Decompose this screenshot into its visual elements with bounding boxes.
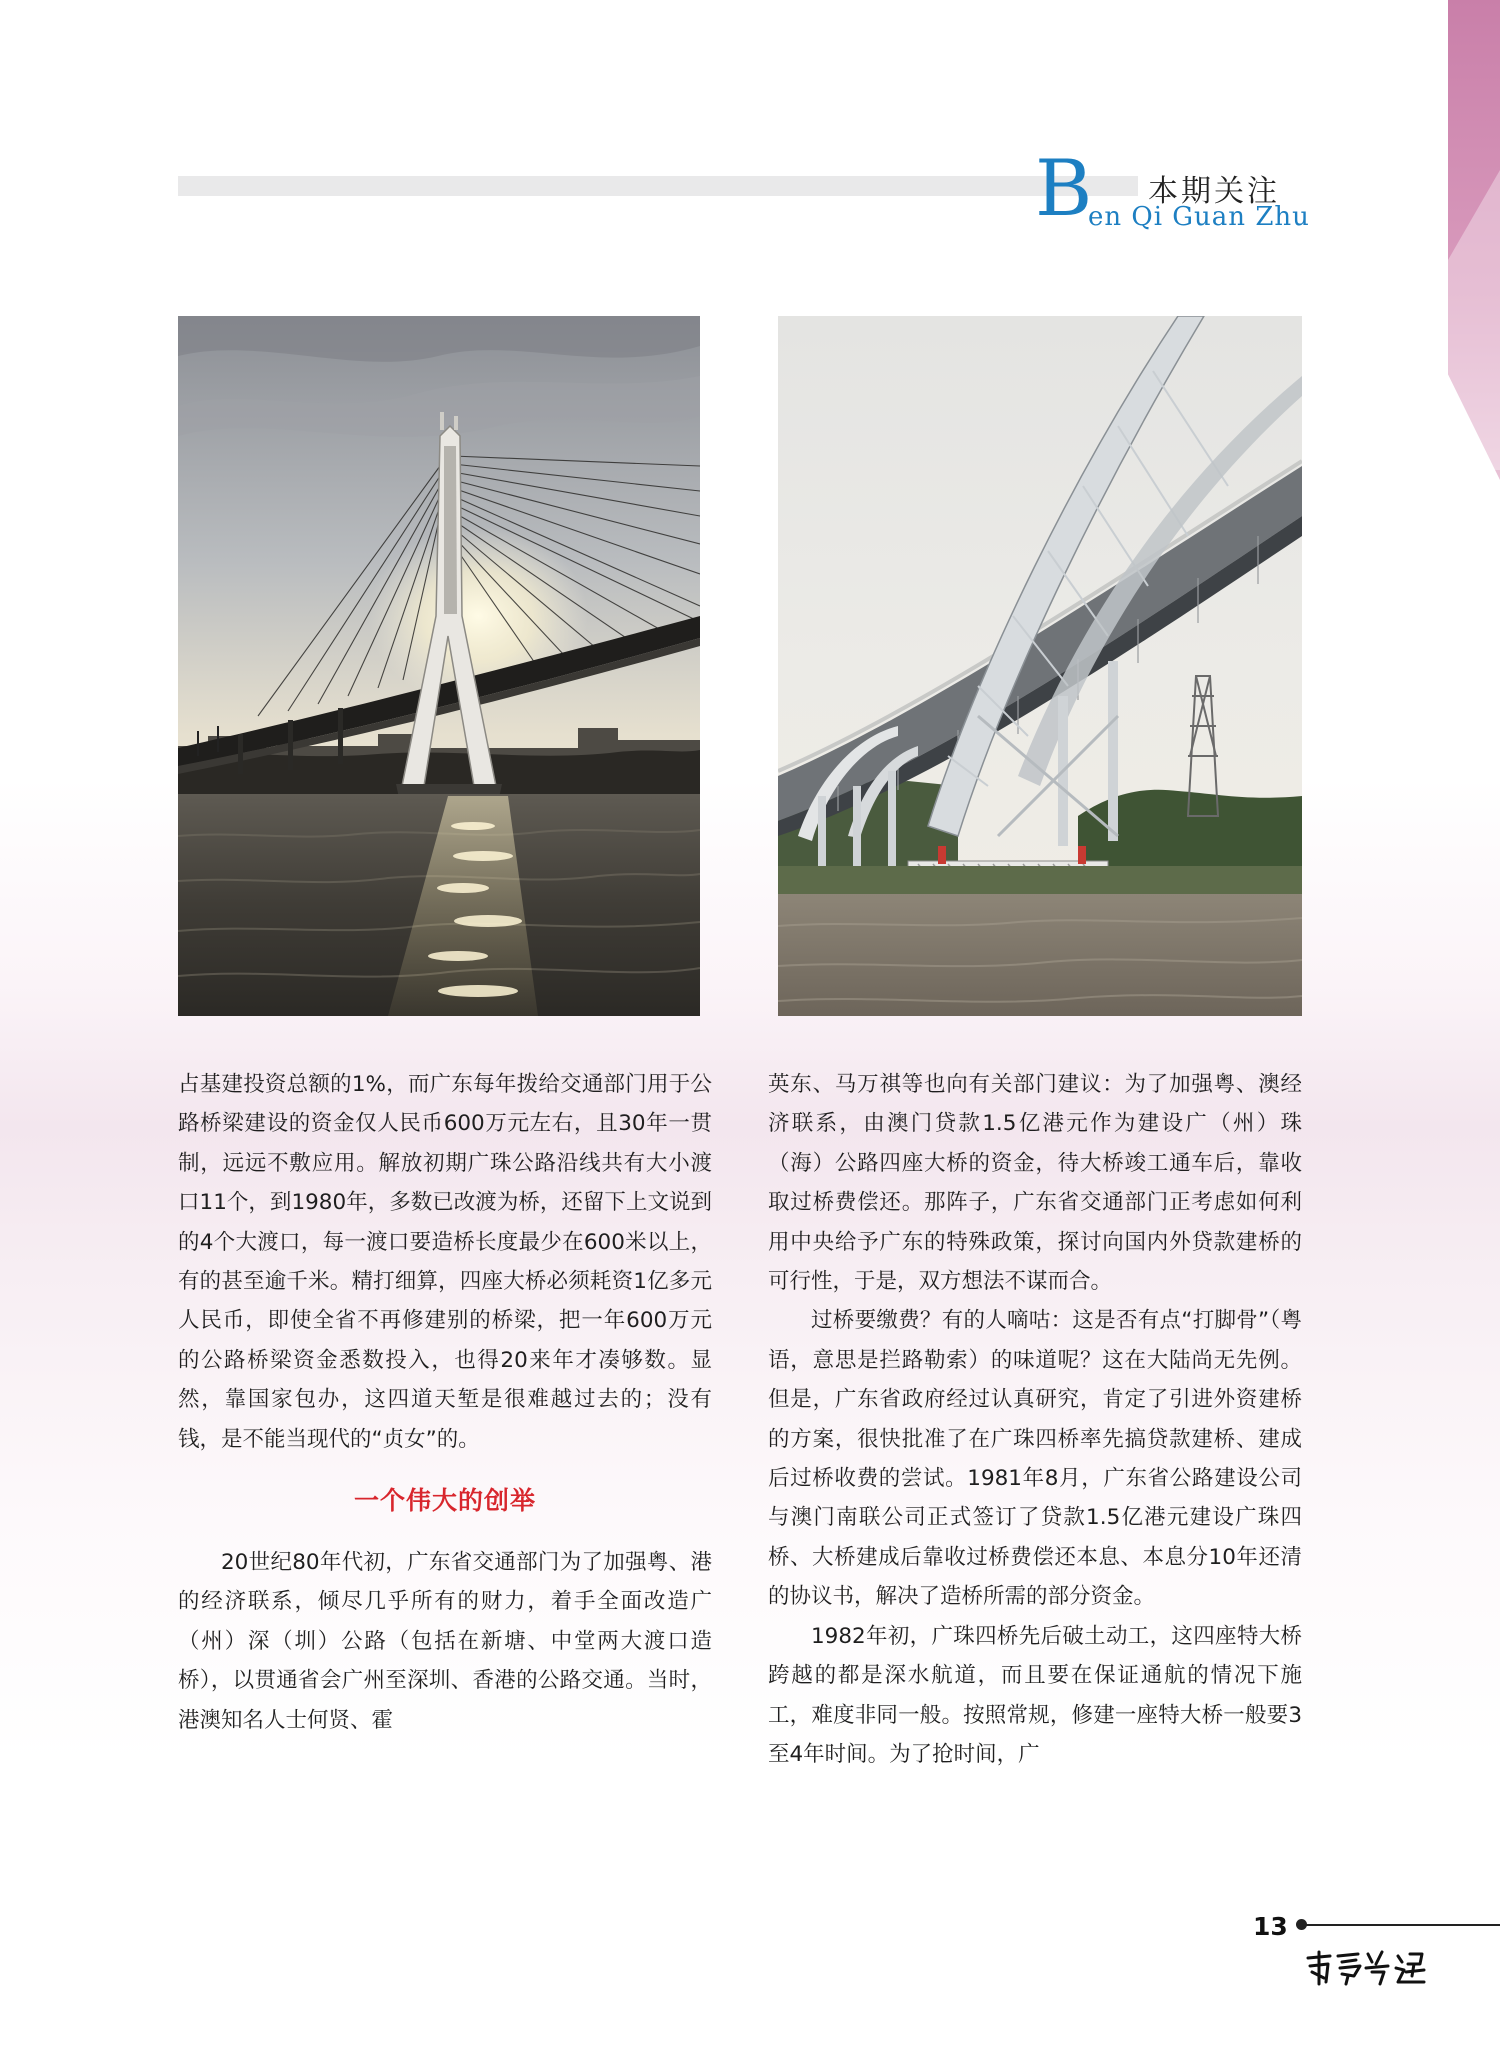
right-paragraph-2: 过桥要缴费？有的人嘀咕：这是否有点“打脚骨”（粤语，意思是拦路勒索）的味道呢？这在大陆尚无先例。但是，广东省政府经过认真研究，肯定了引进外资建桥的方案，很快批准了在广珠四桥率先搞贷款建桥、建成后过桥收费的尝试。1981年8月，广东省公路建设公司与澳门南联公司正式签订了贷款1.5亿港元建设广珠四桥、大桥建成后靠收过桥费偿还本息、本息分10年还清的协议书，解决了造桥所需的部分资金。	[768, 1308, 1302, 1610]
section-title: 一个伟大的创举	[353, 1486, 536, 1516]
page-rule	[1300, 1924, 1500, 1926]
right-paragraph-3: 1982年初，广珠四桥先后破土动工，这四座特大桥跨越的都是深水航道，而且要在保证通航的情况下施工，难度非同一般。按照常规，修建一座特大桥一般要3至4年时间。为了抢时间，广	[768, 1623, 1302, 1767]
left-paragraph-2: 20世纪80年代初，广东省交通部门为了加强粤、港的经济联系，倾尽几乎所有的财力，着手全面改造广（州）深（圳）公路（包括在新塘、中堂两大渡口造桥），以贯通省会广州至深圳、香港的公路交通。当时，港澳知名人士何贤、霍	[178, 1550, 712, 1733]
header-title-cn: 本期关注	[1148, 174, 1280, 209]
photo-arch-bridge	[778, 316, 1302, 1016]
left-paragraph-1: 占基建投资总额的1%，而广东每年拨给交通部门用于公路桥梁建设的资金仅人民币600万元左右，且30年一贯制，远远不敷应用。解放初期广珠公路沿线共有大小渡口11个，到1980年，多数已改渡为桥，还留下上文说到的4个大渡口，每一渡口要造桥长度最少在600米以上，有的甚至逾千米。精打细算，四座大桥必须耗资1亿多元人民币，即使全省不再修建别的桥梁，把一年600万元的公路桥梁资金悉数投入，也得20来年才凑够数。显然，靠国家包办，这四道天堑是很难越过去的；没有钱，是不能当现代的“贞女”的。	[178, 1072, 712, 1452]
arch-bridge-image	[778, 316, 1302, 1016]
left-text-column	[178, 1065, 712, 1740]
photo-cable-stayed-bridge	[178, 316, 700, 1016]
magazine-logo-icon	[1302, 1948, 1430, 1988]
header-big-letter: B	[1035, 144, 1093, 234]
header-bar	[178, 176, 1138, 196]
cable-stayed-bridge-image	[178, 316, 700, 1016]
right-paragraph-1: 英东、马万祺等也向有关部门建议：为了加强粤、澳经济联系，由澳门贷款1.5亿港元作为建设广（州）珠（海）公路四座大桥的资金，待大桥竣工通车后，靠收取过桥费偿还。那阵子，广东省交通部门正考虑如何利用中央给予广东的特殊政策，探讨向国内外贷款建桥的可行性，于是，双方想法不谋而合。	[768, 1072, 1302, 1295]
header-title-en: en Qi Guan Zhu	[1088, 202, 1310, 232]
page-number: 13	[1253, 1912, 1288, 1941]
right-text-column	[768, 1065, 1302, 1774]
